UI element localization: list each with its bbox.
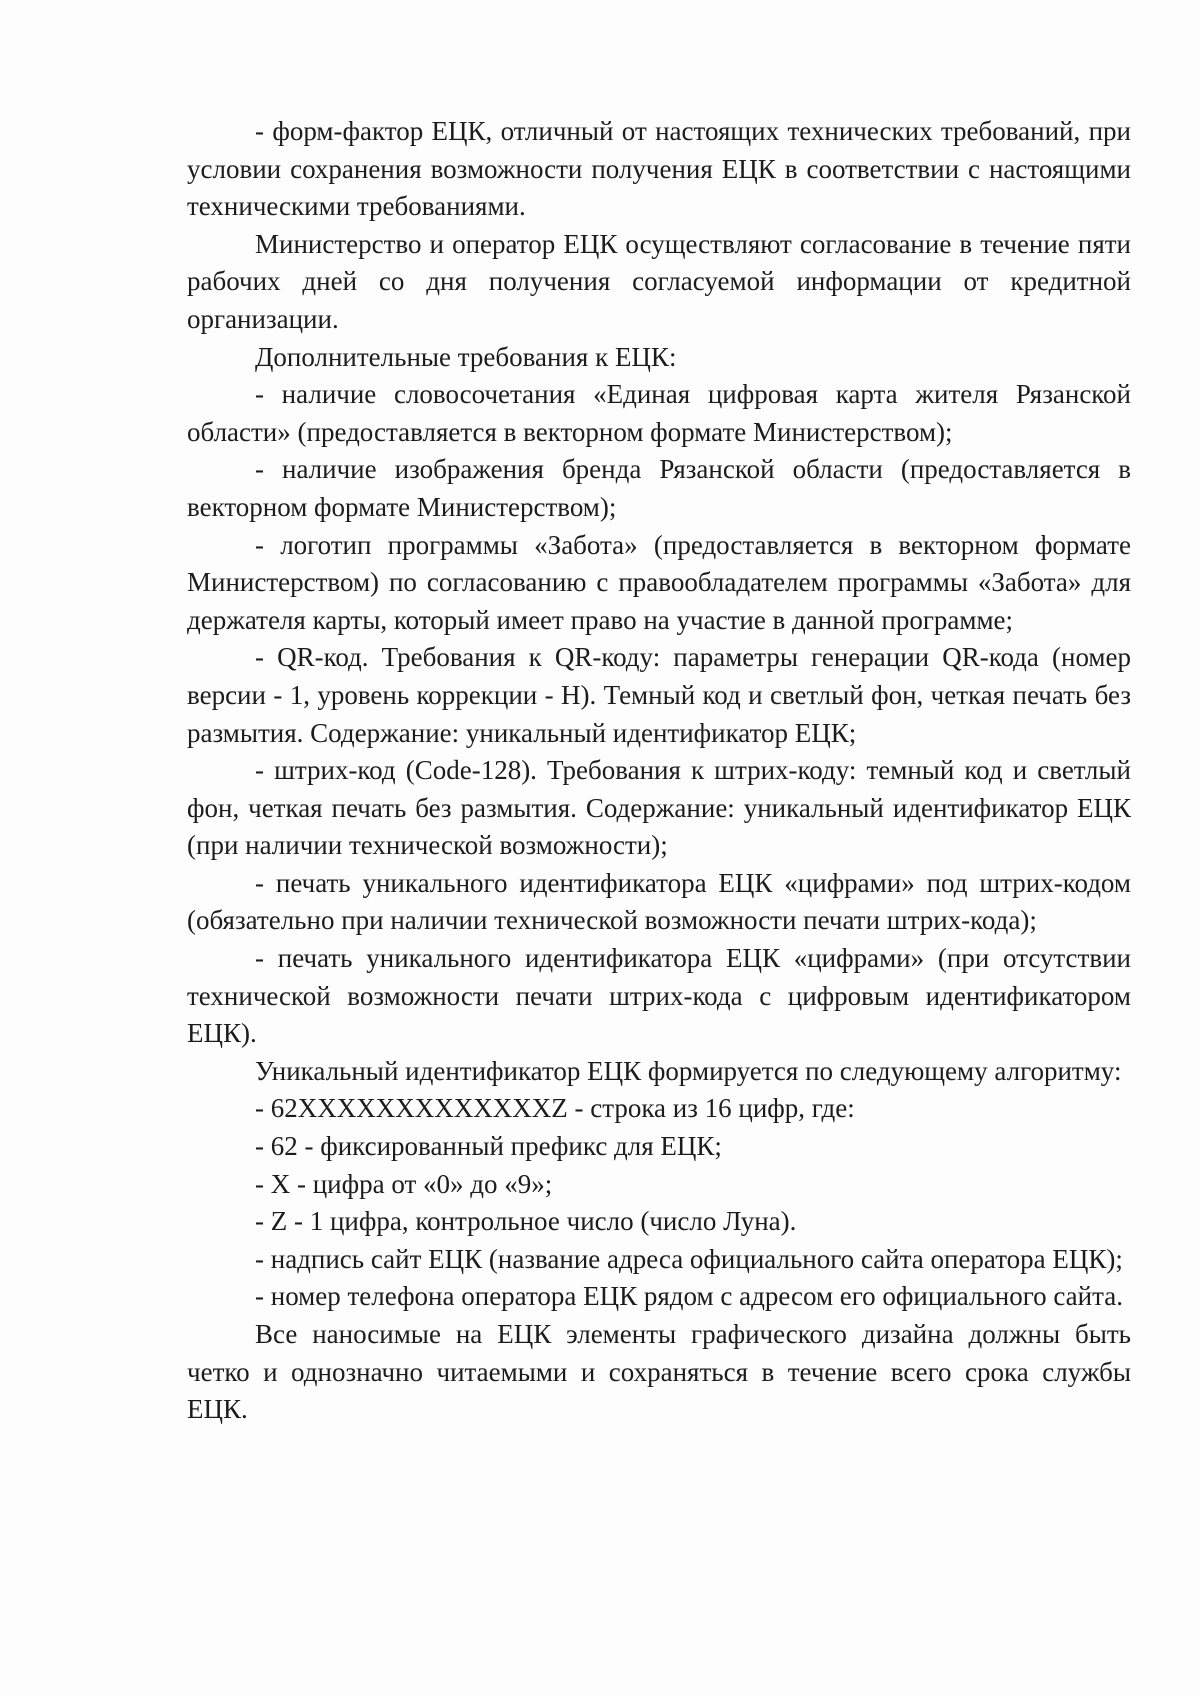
paragraph-website: - надпись сайт ЕЦК (название адреса официального сайта оператора ЕЦК);: [255, 1243, 1123, 1274]
paragraph-phone: - номер телефона оператора ЕЦК рядом с адресом его официального сайта.: [255, 1281, 1123, 1312]
paragraph-identifier-format: - 62XXXXXXXXXXXXXZ - строка из 16 цифр, где:: [255, 1093, 855, 1124]
paragraph-qr-code: - QR-код. Требования к QR-коду: параметры генерации QR-кода (номер версии - 1, уровень коррекции - H). Темный код и светлый фон, четкая печать без размытия. Содержание: уникальный идентификатор ЕЦК;: [187, 642, 1131, 748]
paragraph-print-without-barcode: - печать уникального идентификатора ЕЦК «цифрами» (при отсутствии технической возможности печати штрих-кода с цифровым идентификатором ЕЦК).: [187, 943, 1131, 1049]
paragraph-digit: - X - цифра от «0» до «9»;: [255, 1168, 553, 1199]
paragraph-logo: - логотип программы «Забота» (предоставляется в векторном формате Министерством) по согласованию с правообладателем программы «Забота» для держателя карты, который имеет право на участие в данной программе;: [187, 529, 1131, 635]
paragraph-print-under-barcode: - печать уникального идентификатора ЕЦК «цифрами» под штрих-кодом (обязательно при наличии технической возможности печати штрих-кода);: [187, 867, 1131, 936]
paragraph-additional-requirements: Дополнительные требования к ЕЦК:: [255, 341, 677, 372]
paragraph-prefix: - 62 - фиксированный префикс для ЕЦК;: [255, 1131, 722, 1162]
document-body: [187, 113, 1131, 1429]
paragraph-approval: Министерство и оператор ЕЦК осуществляют согласование в течение пяти рабочих дней со дня получения согласуемой информации от кредитной организации.: [187, 228, 1131, 334]
paragraph-phrase: - наличие словосочетания «Единая цифровая карта жителя Рязанской области» (предоставляется в векторном формате Министерством);: [187, 379, 1131, 447]
paragraph-brand: - наличие изображения бренда Рязанской области (предоставляется в векторном формате Министерством);: [187, 454, 1131, 522]
paragraph-design-elements: Все наносимые на ЕЦК элементы графического дизайна должны быть четко и однозначно читаемыми и сохраняться в течение всего срока службы ЕЦК.: [187, 1319, 1131, 1425]
paragraph-checksum: - Z - 1 цифра, контрольное число (число Луна).: [255, 1206, 797, 1237]
paragraph-form-factor: - форм-фактор ЕЦК, отличный от настоящих технических требований, при условии сохранения возможности получения ЕЦК в соответствии с настоящими техническими требованиями.: [187, 116, 1131, 222]
paragraph-barcode: - штрих-код (Code-128). Требования к штрих-коду: темный код и светлый фон, четкая печать без размытия. Содержание: уникальный идентификатор ЕЦК (при наличии технической возможности);: [187, 755, 1131, 861]
paragraph-identifier-algorithm: Уникальный идентификатор ЕЦК формируется по следующему алгоритму:: [255, 1055, 1122, 1086]
